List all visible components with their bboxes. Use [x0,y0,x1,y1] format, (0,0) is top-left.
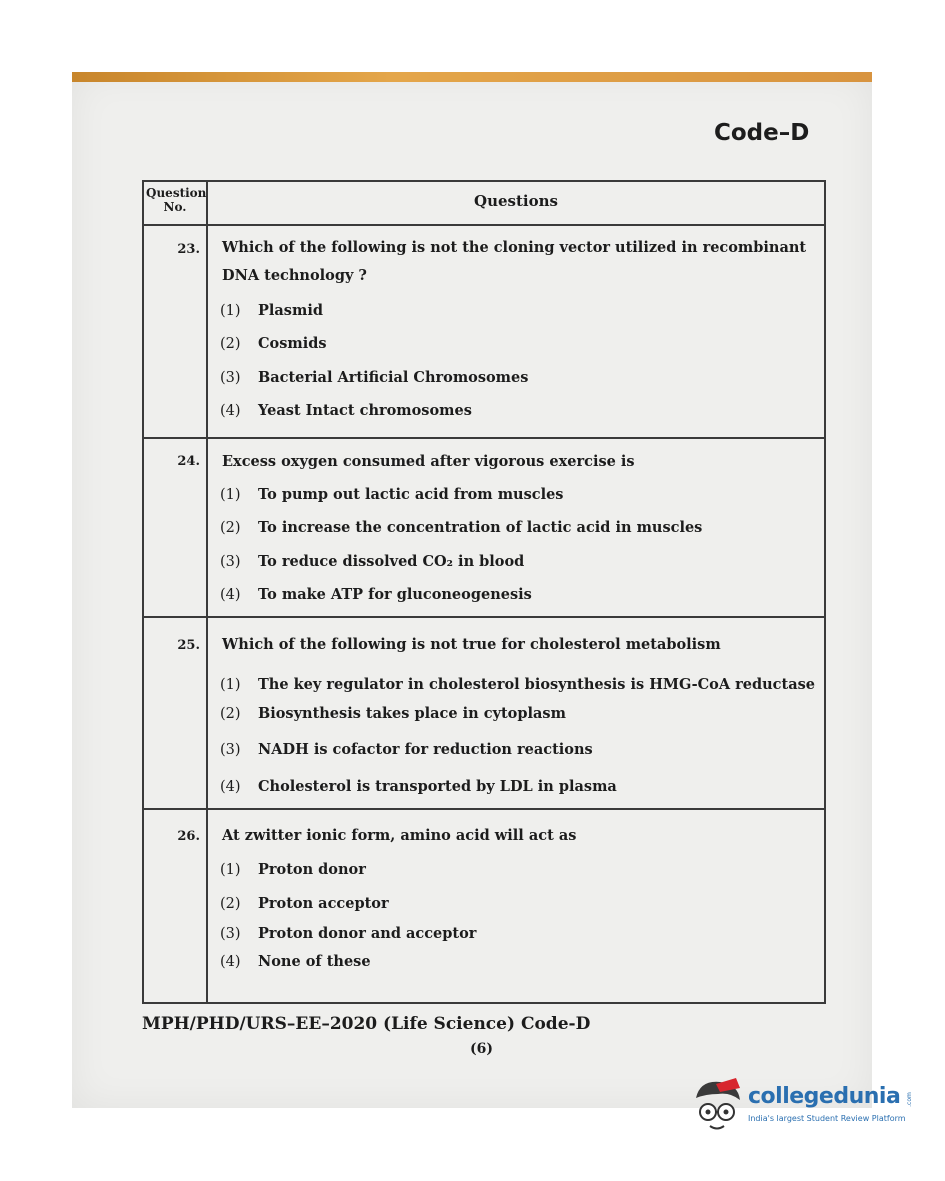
logo-tagline: India's largest Student Review Platform [748,1114,906,1123]
option: (2) To increase the concentration of lactic acid in muscles [220,519,703,536]
column-header-questions: Questions [474,192,558,210]
question-table [142,180,826,1004]
option: (4) Yeast Intact chromosomes [220,402,472,419]
mascot-icon [690,1076,746,1136]
question-number: 26. [177,829,200,844]
column-header-qno: Question No. [146,186,207,214]
option: (1) The key regulator in cholesterol biosynthesis is HMG-CoA reductase [220,676,815,693]
option: (1) Proton donor [220,861,366,878]
row-divider [144,616,824,618]
option: (2) Cosmids [220,335,327,352]
paper-edge [72,72,872,82]
row-divider [144,437,824,439]
option: (4) To make ATP for gluconeogenesis [220,586,532,603]
question-number: 25. [177,638,200,653]
option: (3) Bacterial Artificial Chromosomes [220,369,529,386]
logo-name: collegedunia [748,1084,901,1109]
column-divider [206,182,208,1002]
option: (3) Proton donor and acceptor [220,925,477,942]
option: (4) Cholesterol is transported by LDL in plasma [220,778,617,795]
option: (1) To pump out lactic acid from muscles [220,486,564,503]
question-number: 24. [177,454,200,469]
page-number: (6) [470,1041,493,1057]
question-text: Which of the following is not the cloning vector utilized in recombinant DNA technology ? [222,239,807,284]
option: (2) Biosynthesis takes place in cytoplasm [220,705,566,722]
option: (3) NADH is cofactor for reduction reactions [220,741,593,758]
logo-suffix: .com [905,1092,913,1107]
row-divider [144,808,824,810]
question-number: 23. [177,242,200,257]
collegedunia-logo [690,1076,920,1136]
paper-code: Code–D [714,120,810,146]
option: (1) Plasmid [220,302,323,319]
option: (2) Proton acceptor [220,895,389,912]
question-text: Excess oxygen consumed after vigorous exercise is [222,453,635,470]
option: (3) To reduce dissolved CO₂ in blood [220,553,525,570]
option: (4) None of these [220,953,371,970]
question-text: Which of the following is not true for cholesterol metabolism [222,636,721,653]
paper-footer-title: MPH/PHD/URS–EE–2020 (Life Science) Code-D [142,1014,591,1034]
question-text: At zwitter ionic form, amino acid will act as [222,827,577,844]
header-divider [144,224,824,226]
